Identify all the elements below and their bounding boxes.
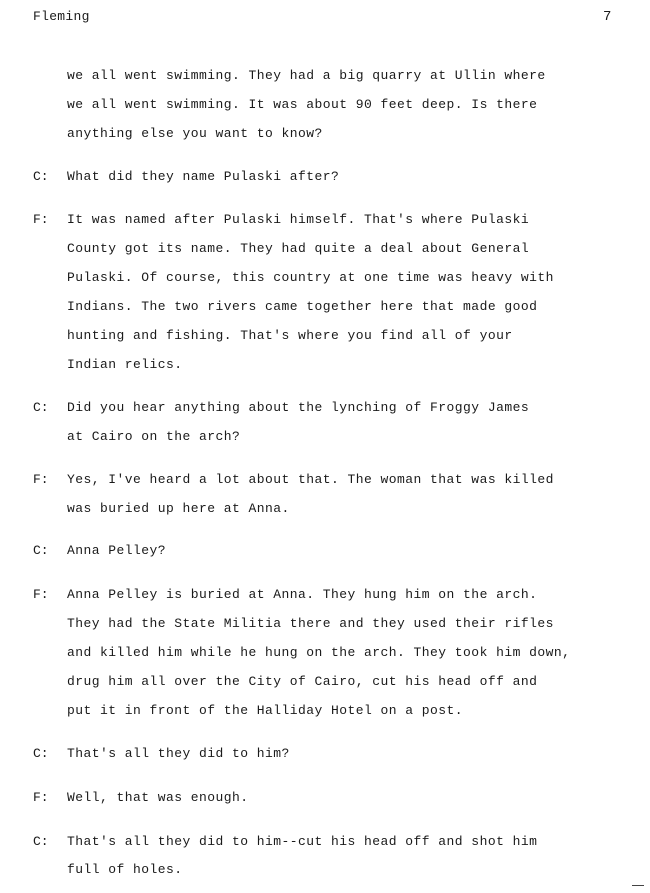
speaker-label: C: xyxy=(33,834,49,849)
header-interviewee-name: Fleming xyxy=(33,9,90,24)
speaker-label: F: xyxy=(33,587,49,602)
page-edge-mark xyxy=(632,885,644,886)
transcript-line: at Cairo on the arch? xyxy=(67,429,241,444)
speaker-label: C: xyxy=(33,400,49,415)
transcript-line: That's all they did to him? xyxy=(67,746,290,761)
transcript-line: hunting and fishing. That's where you find all of your xyxy=(67,328,513,343)
speaker-label: F: xyxy=(33,790,49,805)
header-page-number: 7 xyxy=(603,9,612,25)
transcript-line: we all went swimming. They had a big quarry at Ullin where xyxy=(67,68,546,83)
transcript-line: we all went swimming. It was about 90 feet deep. Is there xyxy=(67,97,538,112)
speaker-label: F: xyxy=(33,472,49,487)
transcript-line: That's all they did to him--cut his head off and shot him xyxy=(67,834,538,849)
transcript-line: Well, that was enough. xyxy=(67,790,249,805)
speaker-label: C: xyxy=(33,169,49,184)
transcript-line: put it in front of the Halliday Hotel on a post. xyxy=(67,703,464,718)
transcript-line: Anna Pelley is buried at Anna. They hung him on the arch. xyxy=(67,587,538,602)
transcript-line: County got its name. They had quite a deal about General xyxy=(67,241,530,256)
transcript-line: They had the State Militia there and they used their rifles xyxy=(67,616,554,631)
transcript-line: Indians. The two rivers came together here that made good xyxy=(67,299,538,314)
transcript-line: It was named after Pulaski himself. That's where Pulaski xyxy=(67,212,530,227)
transcript-line: Anna Pelley? xyxy=(67,543,167,558)
transcript-line: and killed him while he hung on the arch. They took him down, xyxy=(67,645,571,660)
transcript-line: anything else you want to know? xyxy=(67,126,323,141)
speaker-label: C: xyxy=(33,746,49,761)
transcript-line: drug him all over the City of Cairo, cut his head off and xyxy=(67,674,538,689)
transcript-line: Indian relics. xyxy=(67,357,183,372)
transcript-line: Did you hear anything about the lynching of Froggy James xyxy=(67,400,530,415)
speaker-label: C: xyxy=(33,543,49,558)
speaker-label: F: xyxy=(33,212,49,227)
transcript-line: What did they name Pulaski after? xyxy=(67,169,340,184)
transcript-line: Pulaski. Of course, this country at one time was heavy with xyxy=(67,270,554,285)
transcript-line: full of holes. xyxy=(67,862,183,877)
transcript-line: Yes, I've heard a lot about that. The woman that was killed xyxy=(67,472,554,487)
transcript-line: was buried up here at Anna. xyxy=(67,501,290,516)
